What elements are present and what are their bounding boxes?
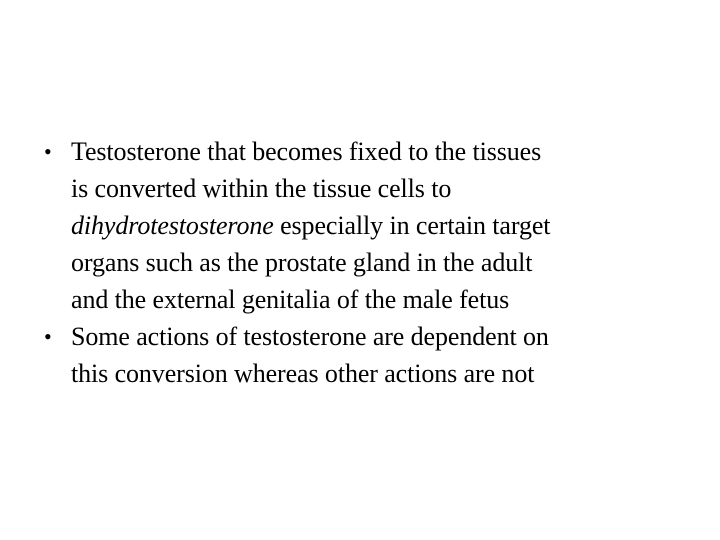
bullet-item-1	[44, 133, 684, 318]
bullet-1-line-4: organs such as the prostate gland in the adult	[71, 248, 533, 277]
bullet-1-line-3	[71, 207, 684, 244]
bullet-1-line-5: and the external genitalia of the male fetus	[71, 285, 510, 314]
bullet-1-line-2: is converted within the tissue cells to	[71, 174, 452, 203]
bullet-marker: •	[44, 324, 52, 349]
bullet-list	[44, 133, 684, 392]
bullet-2-line-2: this conversion whereas other actions are not	[71, 359, 535, 388]
italic-term: dihydrotestosterone	[71, 211, 274, 240]
bullet-2-line-1: Some actions of testosterone are dependent on	[71, 322, 549, 351]
bullet-marker: •	[44, 139, 52, 164]
bullet-1-line-3-rest: especially in certain target	[273, 211, 551, 240]
bullet-1-line-1: Testosterone that becomes fixed to the tissues	[71, 137, 542, 166]
bullet-item-2	[44, 318, 684, 392]
